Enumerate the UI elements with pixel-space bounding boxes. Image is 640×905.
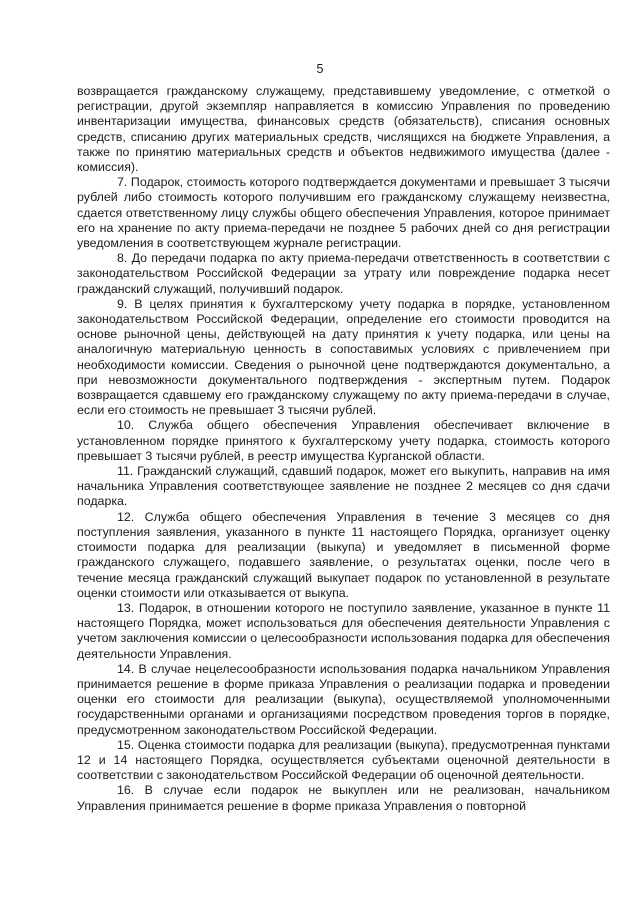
paragraph-continuation: возвращается гражданскому служащему, представившему уведомление, с отметкой о регистрации, другой экземпляр направляется в комиссию Управления по проведению инвентаризации имущества, финансовых средств (обязательств), списания основных средств, списанию других материальных средств, числящихся на бюджете Управления, а также по принятию материальных средств и объектов недвижимого имущества (далее - комиссия). (77, 84, 610, 175)
paragraph-9: 9. В целях принятия к бухгалтерскому учету подарка в порядке, установленном законодательством Российской Федерации, определение его стоимости проводится на основе рыночной цены, действующей на дату принятия к учету подарка, или цены на аналогичную материальную ценность в сопоставимых условиях с привлечением при необходимости комиссии. Сведения о рыночной цене подтверждаются документально, а при невозможности документального подтверждения - экспертным путем. Подарок возвращается сдавшему его гражданскому служащему по акту приема-передачи в случае, если его стоимость не превышает 3 тысячи рублей. (77, 296, 610, 418)
paragraph-12: 12. Служба общего обеспечения Управления в течение 3 месяцев со дня поступления заявления, указанного в пункте 11 настоящего Порядка, организует оценку стоимости подарка для реализации (выкупа) и уведомляет в письменной форме гражданского служащего, подавшего заявление, о результатах оценки, после чего в течение месяца гражданский служащий выкупает подарок по установленной в результате оценки стоимости или отказывается от выкупа. (77, 509, 610, 600)
paragraph-16: 16. В случае если подарок не выкуплен или не реализован, начальником Управления принимается решение в форме приказа Управления о повторной (77, 783, 610, 813)
paragraph-11: 11. Гражданский служащий, сдавший подарок, может его выкупить, направив на имя начальника Управления соответствующее заявление не позднее 2 месяцев со дня сдачи подарка. (77, 464, 610, 509)
paragraph-14: 14. В случае нецелесообразности использования подарка начальником Управления принимается решение в форме приказа Управления о реализации подарка и проведении оценки его стоимости для реализации (выкупа), осуществляемой уполномоченными государственными органами и организациями посредством проведения торгов в порядке, предусмотренном законодательством Российской Федерации. (77, 661, 610, 737)
paragraph-8: 8. До передачи подарка по акту приема-передачи ответственность в соответствии с законодательством Российской Федерации за утрату или повреждение подарка несет гражданский служащий, получивший подарок. (77, 251, 610, 296)
page-number: 5 (316, 62, 324, 76)
paragraph-7: 7. Подарок, стоимость которого подтверждается документами и превышает 3 тысячи рублей либо стоимость которого получившим его гражданскому служащему неизвестна, сдается ответственному лицу службы общего обеспечения Управления, которое принимает его на хранение по акту приема-передачи не позднее 5 рабочих дней со дня регистрации уведомления в соответствующем журнале регистрации. (77, 175, 610, 251)
paragraph-13: 13. Подарок, в отношении которого не поступило заявление, указанное в пункте 11 настоящего Порядка, может использоваться для обеспечения деятельности Управления с учетом заключения комиссии о целесообразности использования подарка для обеспечения деятельности Управления. (77, 600, 610, 661)
paragraph-10: 10. Служба общего обеспечения Управления обеспечивает включение в установленном порядке принятого к бухгалтерскому учету подарка, стоимость которого превышает 3 тысячи рублей, в реестр имущества Курганской области. (77, 418, 610, 463)
paragraph-15: 15. Оценка стоимости подарка для реализации (выкупа), предусмотренная пунктами 12 и 14 настоящего Порядка, осуществляется субъектами оценочной деятельности в соответствии с законодательством Российской Федерации об оценочной деятельности. (77, 737, 610, 783)
document-body (77, 84, 610, 814)
